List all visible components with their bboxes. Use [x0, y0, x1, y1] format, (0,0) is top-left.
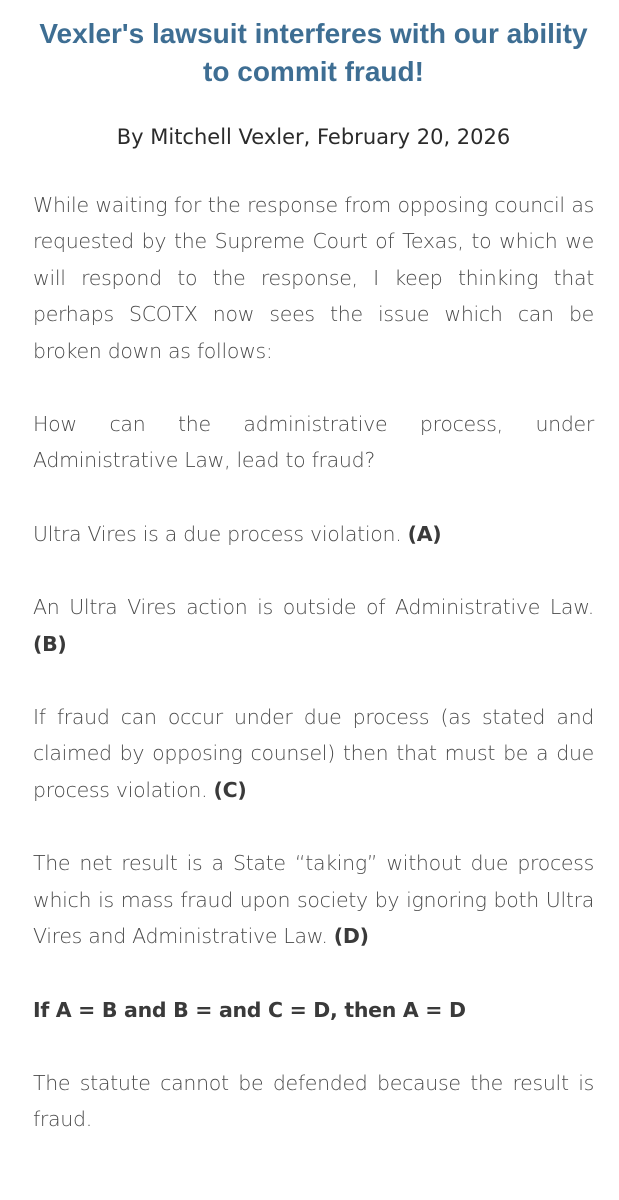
paragraph-question [33, 406, 594, 479]
paragraph-text: Ultra Vires is a due process violation. [33, 521, 402, 546]
paragraph-text: If fraud can occur under due process (as stated and claimed by opposing counsel) then that must be a due process violation. [33, 705, 594, 802]
article [33, 0, 594, 1138]
premise-marker-b: (B) [33, 631, 67, 656]
paragraph-text: How can the administrative process, under Administrative Law, lead to fraud? [33, 412, 594, 473]
paragraph-text: The statute cannot be defended because the result is fraud. [33, 1070, 594, 1132]
paragraph-text: While waiting for the response from opposing council as requested by the Supreme Court of Texas, to which we will respond to the response, I keep thinking that perhaps SCOTX now sees the issue which can be broken down as follows: [33, 193, 594, 363]
paragraph-premise-a [33, 516, 594, 552]
paragraph-equation [33, 992, 594, 1028]
article-byline: By Mitchell Vexler, February 20, 2026 [116, 125, 511, 149]
article-title: Vexler's lawsuit interferes with our ability to commit fraud! [39, 18, 588, 87]
paragraph-premise-b [33, 589, 594, 662]
paragraph-intro [33, 187, 594, 369]
paragraph-conclusion [33, 1065, 594, 1138]
premise-marker-d: (D) [333, 924, 369, 949]
premise-marker-a: (A) [407, 521, 442, 546]
paragraph-text: The net result is a State “taking” without due process which is mass fraud upon society by ignoring both Ultra Vires and Administrative Law. [33, 851, 594, 949]
paragraph-text: An Ultra Vires action is outside of Administrative Law. [33, 595, 594, 620]
equation-text: If A = B and B = and C = D, then A = D [33, 997, 466, 1022]
premise-marker-c: (C) [213, 777, 247, 802]
paragraph-premise-d [33, 845, 594, 954]
paragraph-premise-c [33, 699, 594, 808]
